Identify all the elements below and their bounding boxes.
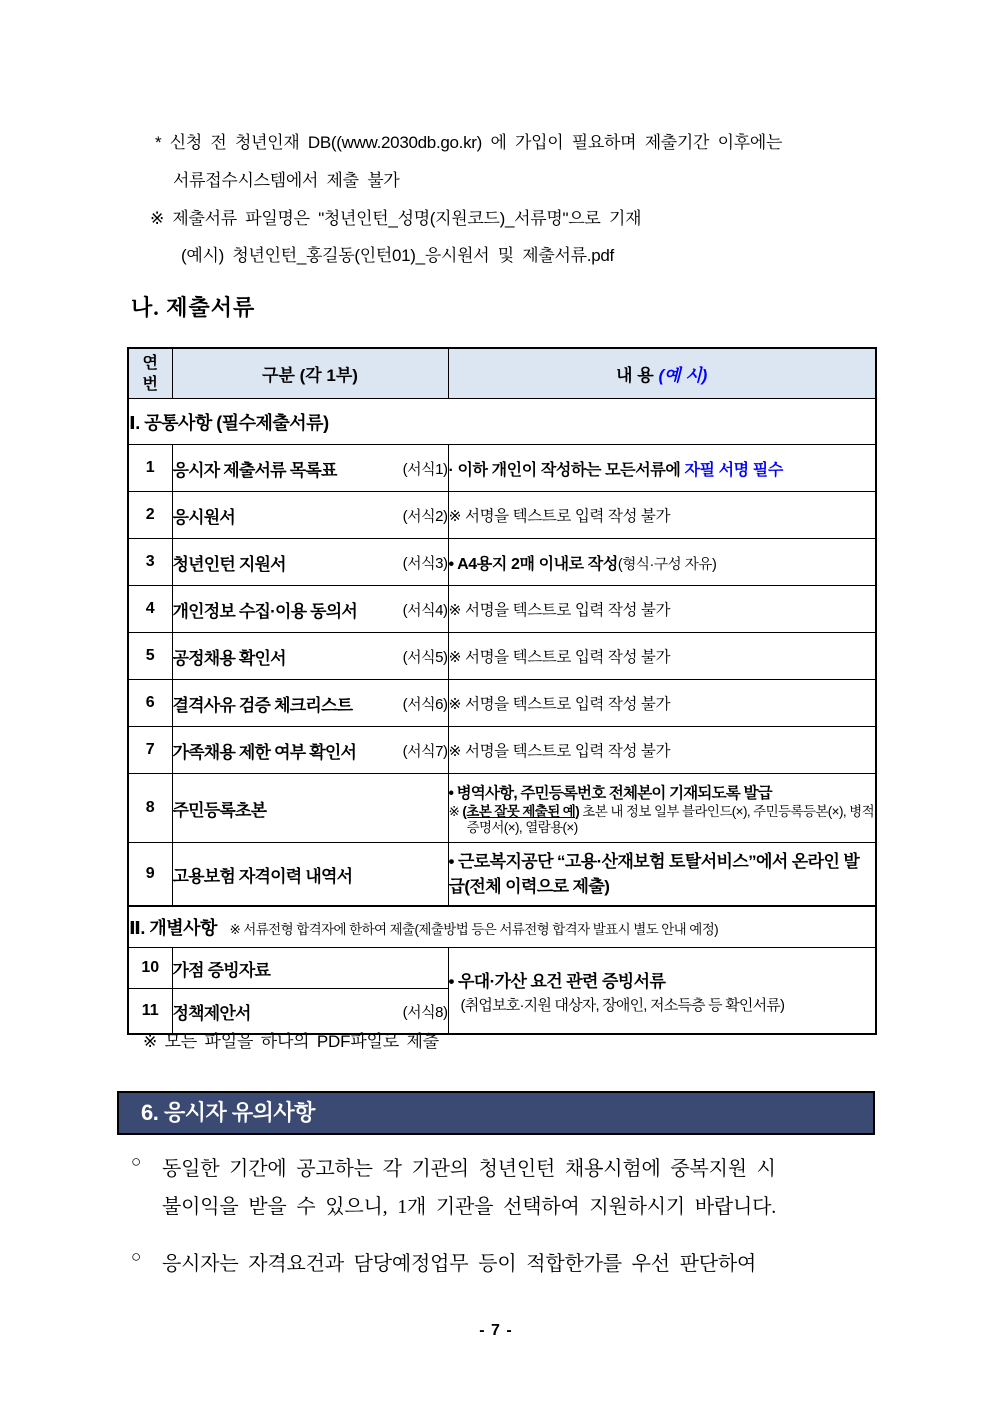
row8-doc-name: 주민등록초본 [172,800,267,820]
row7-content-cell [448,727,876,774]
row10-no: 10 [128,948,172,989]
row4-doc-name: 개인정보 수집·이용 동의서 [172,601,358,621]
table-row [128,492,876,539]
row3-name-cell [172,539,448,586]
row5-no: 5 [128,633,172,680]
row8-line2-underline: (초본 잘못 제출된 예) [462,803,580,819]
note-db-signup-line1: * 신청 전 청년인재 DB((www.2030db.go.kr) 에 가입이 필요하며 제출기간 이후에는 [155,133,783,152]
row6-no: 6 [128,680,172,727]
row7-doc-name: 가족채용 제한 여부 확인서 [172,742,357,762]
row1-name-cell [172,445,448,492]
row4-name-cell [172,586,448,633]
row3-content-cell [448,539,876,586]
row4-content-cell [448,586,876,633]
header-no-line1: 연 [142,354,158,372]
rows10-11-merged-content-cell [448,948,876,1035]
row4-form-label: (서식4) [402,601,448,619]
header-content-example: (예 시) [658,366,708,385]
row9-content-cell [448,843,876,907]
row6-doc-name: 결격사유 검증 체크리스트 [172,695,353,715]
section-common-row [128,399,876,445]
merged-content-bold: • 우대·가산 요건 관련 증빙서류 [448,971,666,991]
row1-form-label: (서식1) [402,460,448,478]
row2-form-label: (서식2) [402,507,448,525]
section-common-title: Ⅰ. 공통사항 (필수제출서류) [129,412,329,433]
notice-item-eligibility [131,1245,861,1283]
notice-item-duplicate-application [131,1150,861,1226]
row7-content-text: ※ 서명을 텍스트로 입력 작성 불가 [448,743,671,760]
section-individual-title: Ⅱ. 개별사항 [129,918,217,938]
row3-form-label: (서식3) [402,554,448,572]
row2-no: 2 [128,492,172,539]
row5-content-text: ※ 서명을 텍스트로 입력 작성 불가 [448,649,671,666]
row8-name-cell [172,774,448,843]
row11-doc-name: 정책제안서 [172,1003,251,1023]
row11-no: 11 [128,989,172,1035]
notice1-line2: 불이익을 받을 수 있으니, 1개 기관을 선택하여 지원하시기 바랍니다. [162,1196,777,1218]
note-db-signup-line2: 서류접수시스템에서 제출 불가 [173,171,400,190]
row1-content-cell [448,445,876,492]
row2-content-cell [448,492,876,539]
merged-content-plain: (취업보호·지원 대상자, 장애인, 저소득층 등 확인서류) [460,996,785,1014]
row9-name-cell [172,843,448,907]
header-content-label: 내 용 [616,366,659,385]
row10-name-cell [172,948,448,989]
row8-content-line1: • 병역사항, 주민등록번호 전체본이 기재되도록 발급 [448,784,772,802]
row1-no: 1 [128,445,172,492]
table-row [128,843,876,907]
row4-no: 4 [128,586,172,633]
section6-title: 6. 응시자 유의사항 [141,1100,315,1125]
row7-name-cell [172,727,448,774]
table-row [128,948,876,989]
row7-form-label: (서식7) [402,742,448,760]
row8-line2-marker: ※ [448,803,463,819]
row2-content-text: ※ 서명을 텍스트로 입력 작성 불가 [448,508,671,525]
row9-no: 9 [128,843,172,907]
section-individual-cell [128,906,876,948]
row5-name-cell [172,633,448,680]
row5-content-cell [448,633,876,680]
table-row [128,680,876,727]
header-no [128,348,172,399]
row10-doc-name: 가점 증빙자료 [172,960,271,980]
notice2-line1: 응시자는 자격요건과 담당예정업무 등이 적합한가를 우선 판단하여 [162,1253,757,1275]
row4-content-text: ※ 서명을 텍스트로 입력 작성 불가 [448,602,671,619]
row3-content-bold: • A4용지 2매 이내로 작성 [448,555,618,573]
row11-form-label: (서식8) [402,1003,448,1021]
section6-banner [117,1091,875,1135]
row3-no: 3 [128,539,172,586]
row2-name-cell [172,492,448,539]
row1-content-highlight: 자필 서명 필수 [684,461,783,479]
page-number: - 7 - [479,1322,513,1339]
row5-doc-name: 공정채용 확인서 [172,648,286,668]
row8-line2-rest: 초본 내 정보 일부 블라인드(×), 주민등록등본(×), 병적증명서(×), 열람용(×) [466,803,875,835]
row3-doc-name: 청년인턴 지원서 [172,554,286,574]
table-row [128,774,876,843]
row3-content-plain: (형식·구성 자유) [617,556,717,573]
header-category: 구분 (각 1부) [172,348,448,399]
note-filename-rule: ※ 제출서류 파일명은 "청년인턴_성명(지원코드)_서류명"으로 기재 [150,209,642,228]
row1-doc-name: 응시자 제출서류 목록표 [172,460,337,480]
section-common-cell [128,399,876,445]
table-row [128,445,876,492]
row2-doc-name: 응시원서 [172,507,235,527]
note-single-pdf: ※ 모든 파일을 하나의 PDF파일로 제출 [143,1032,439,1051]
row6-name-cell [172,680,448,727]
table-row [128,727,876,774]
row6-content-text: ※ 서명을 텍스트로 입력 작성 불가 [448,696,671,713]
circle-bullet-icon: ○ [131,1247,142,1266]
row7-no: 7 [128,727,172,774]
table-row [128,586,876,633]
row9-doc-name: 고용보험 자격이력 내역서 [172,866,353,886]
row1-content-text: · 이하 개인이 작성하는 모든서류에 [448,461,685,479]
row9-content-text: • 근로복지공단 “고용·산재보험 토탈서비스”에서 온라인 발급(전체 이력으로 제출) [448,852,860,896]
row6-content-cell [448,680,876,727]
submission-documents-table [127,347,877,1035]
row8-no: 8 [128,774,172,843]
notice1-line1: 동일한 기간에 공고하는 각 기관의 청년인턴 채용시험에 중복지원 시 [162,1158,776,1180]
row8-content-line2 [449,804,876,836]
row8-content-cell [448,774,876,843]
heading-submission-documents: 나. 제출서류 [131,295,256,320]
header-content [448,348,876,399]
table-row [128,539,876,586]
circle-bullet-icon: ○ [131,1152,142,1171]
section-individual-note: ※ 서류전형 합격자에 한하여 제출(제출방법 등은 서류전형 합격자 발표시 별도 안내 예정) [229,922,719,937]
row5-form-label: (서식5) [402,648,448,666]
table-header-row [128,348,876,399]
table-row [128,633,876,680]
row6-form-label: (서식6) [402,695,448,713]
note-filename-example: (예시) 청년인턴_홍길동(인턴01)_응시원서 및 제출서류.pdf [181,246,614,265]
section-individual-row [128,906,876,948]
header-no-line2: 번 [142,375,158,393]
